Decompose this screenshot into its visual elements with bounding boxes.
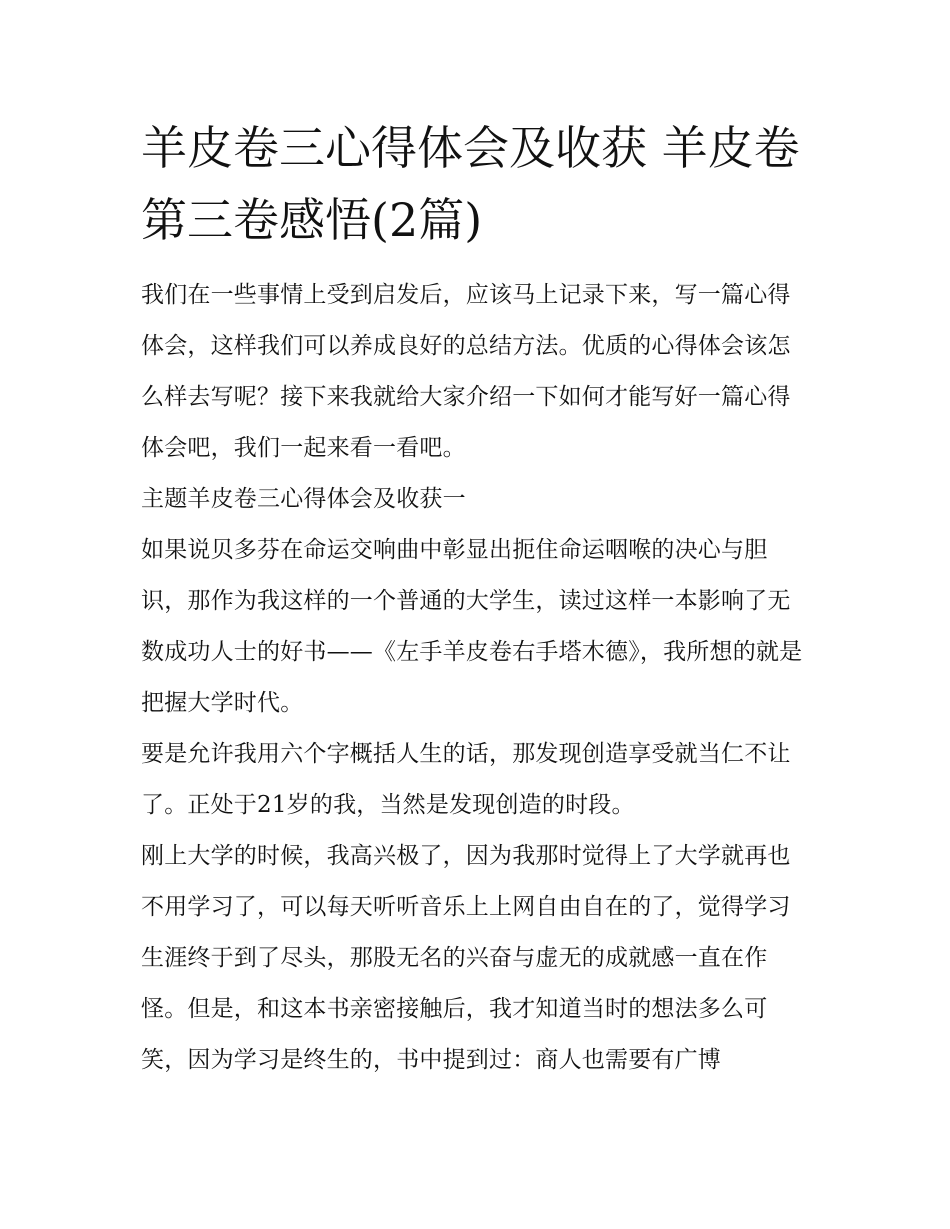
paragraph-body-2: 要是允许我用六个字概括人生的话，那发现创造享受就当仁不让了。正处于21岁的我，当然是发现创造的时段。	[141, 741, 791, 818]
paragraph-section-heading: 主题羊皮卷三心得体会及收获一	[141, 486, 466, 512]
document-title: 羊皮卷三心得体会及收获 羊皮卷第三卷感悟(2篇)	[141, 121, 800, 247]
document-body	[141, 112, 813, 1086]
paragraph-body-1: 如果说贝多芬在命运交响曲中彰显出扼住命运咽喉的决心与胆识，那作为我这样的一个普通的大学生，读过这样一本影响了无数成功人士的好书——《左手羊皮卷右手塔木德》，我所想的就是把握大学时代。	[141, 537, 803, 716]
paragraph-body-3: 刚上大学的时候，我高兴极了，因为我那时觉得上了大学就再也不用学习了，可以每天听听音乐上上网自由自在的了，觉得学习生涯终于到了尽头，那股无名的兴奋与虚无的成就感一直在作怪。但是，和这本书亲密接触后，我才知道当时的想法多么可笑，因为学习是终生的，书中提到过：商人也需要有广博	[141, 843, 791, 1073]
paragraph-intro: 我们在一些事情上受到启发后，应该马上记录下来，写一篇心得体会，这样我们可以养成良好的总结方法。优质的心得体会该怎么样去写呢？接下来我就给大家介绍一下如何才能写好一篇心得体会吧，我们一起来看一看吧。	[141, 282, 791, 461]
